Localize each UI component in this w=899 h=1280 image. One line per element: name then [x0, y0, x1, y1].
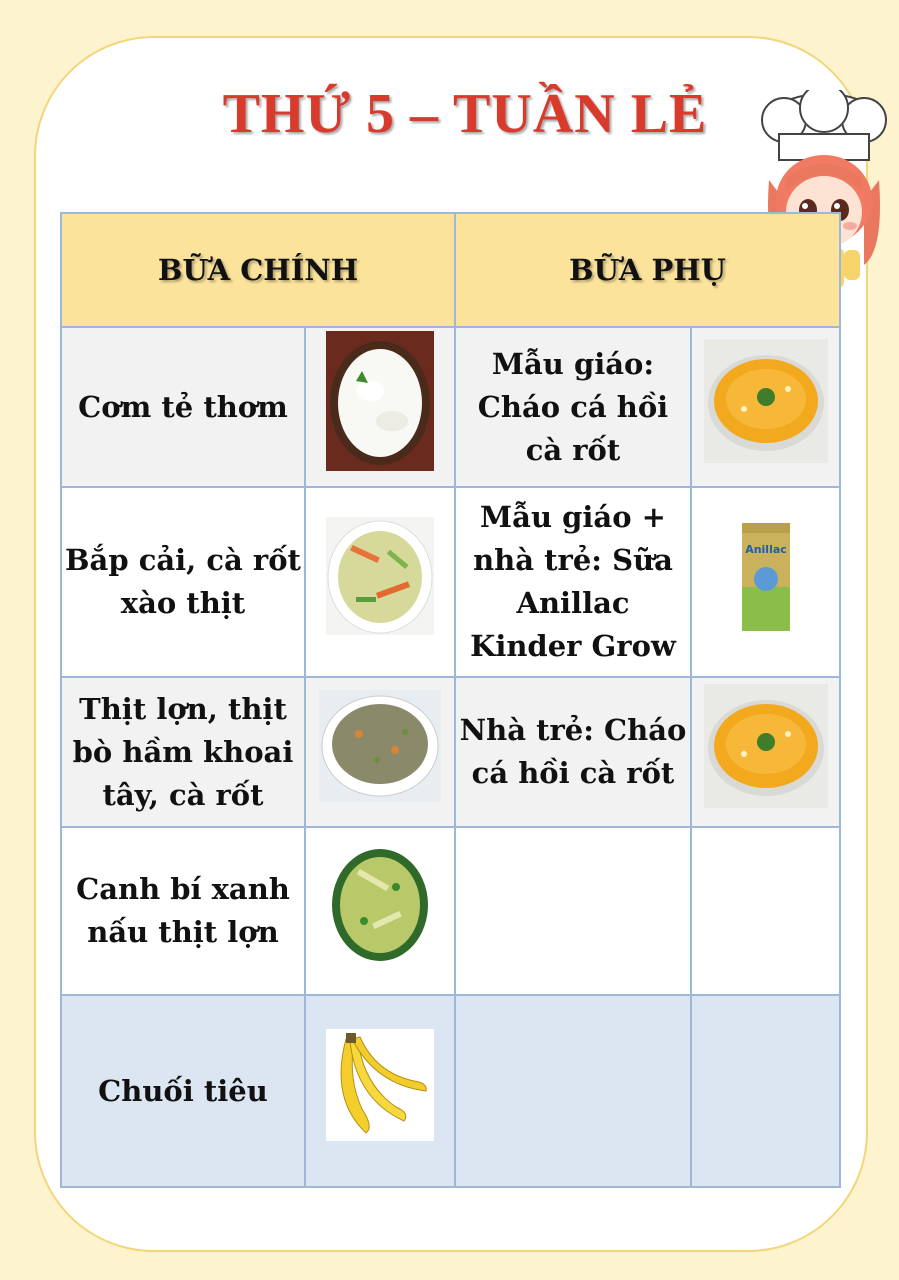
milk-can-image [738, 517, 794, 635]
main-dish-cell: Bắp cải, cà rốt xào thịt [61, 487, 305, 677]
table-row [61, 487, 840, 677]
main-dish-cell: Canh bí xanh nấu thịt lợn [61, 827, 305, 995]
table-row [61, 995, 840, 1187]
main-dish-image-cell [305, 827, 455, 995]
table-row [61, 677, 840, 827]
main-dish-image-cell [305, 327, 455, 487]
porridge-image [704, 339, 828, 463]
main-dish-image-cell [305, 995, 455, 1187]
main-dish-cell: Cơm tẻ thơm [61, 327, 305, 487]
menu-table [60, 212, 841, 1188]
header-main-meal: BỮA CHÍNH [61, 213, 455, 327]
side-dish-cell: Mẫu giáo: Cháo cá hồi cà rốt [455, 327, 691, 487]
table-header-row [61, 213, 840, 327]
milk-can-label: Anillac [744, 543, 787, 556]
stew-image [319, 690, 441, 802]
rice-bowl-image [326, 331, 434, 471]
banana-image [326, 1029, 434, 1141]
porridge-image [704, 684, 828, 808]
header-side-meal: BỮA PHỤ [455, 213, 840, 327]
side-dish-cell: Nhà trẻ: Cháo cá hồi cà rốt [455, 677, 691, 827]
empty-cell [691, 827, 840, 995]
empty-cell [455, 827, 691, 995]
side-dish-cell: Mẫu giáo + nhà trẻ: Sữa Anillac Kinder Grow [455, 487, 691, 677]
main-dish-cell: Chuối tiêu [61, 995, 305, 1187]
side-dish-image-cell [691, 677, 840, 827]
stir-fried-cabbage-image [326, 517, 434, 635]
winter-melon-soup-image [330, 847, 430, 963]
main-dish-image-cell [305, 487, 455, 677]
side-dish-image-cell [691, 487, 840, 677]
page-title: THỨ 5 – TUẦN LẺ [222, 83, 708, 145]
empty-cell [691, 995, 840, 1187]
empty-cell [455, 995, 691, 1187]
table-row [61, 827, 840, 995]
main-dish-image-cell [305, 677, 455, 827]
main-dish-cell: Thịt lợn, thịt bò hầm khoai tây, cà rốt [61, 677, 305, 827]
table-row [61, 327, 840, 487]
side-dish-image-cell [691, 327, 840, 487]
